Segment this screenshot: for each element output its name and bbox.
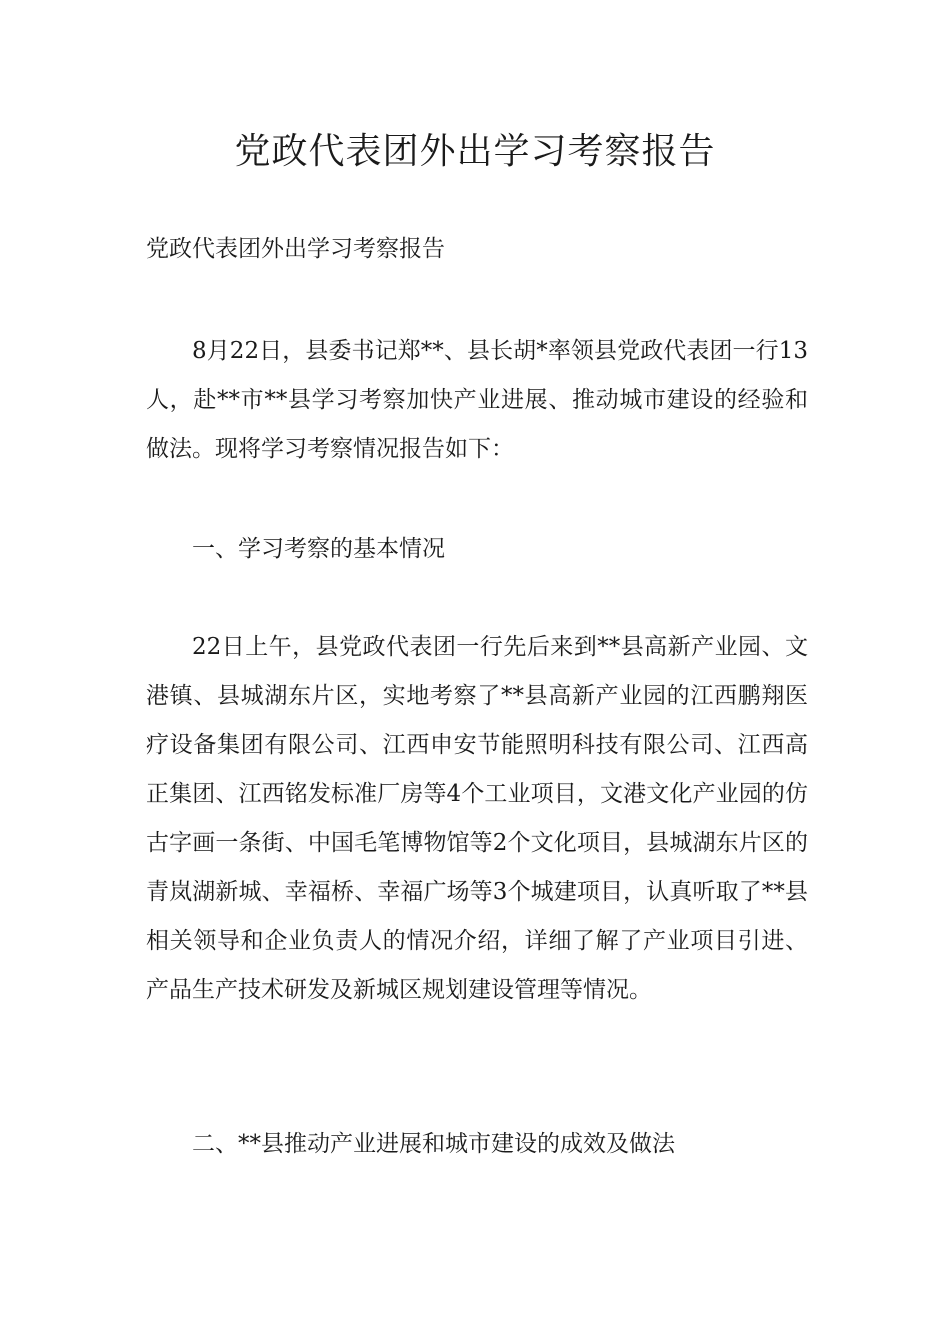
document-subtitle: 党政代表团外出学习考察报告 bbox=[146, 236, 445, 262]
paragraph-basic-situation: 22日上午，县党政代表团一行先后来到**县高新产业园、文港镇、县城湖东片区，实地考察了**县高新产业园的江西鹏翔医疗设备集团有限公司、江西申安节能照明科技有限公司、江西高正集团、江西铭发标准厂房等4个工业项目，文港文化产业园的仿古字画一条街、中国毛笔博物馆等2个文化项目，县城湖东片区的青岚湖新城、幸福桥、幸福广场等3个城建项目，认真听取了**县相关领导和企业负责人的情况介绍，详细了解了产业项目引进、产品生产技术研发及新城区规划建设管理等情况。 bbox=[146, 634, 808, 1003]
section-heading-1: 一、学习考察的基本情况 bbox=[192, 536, 445, 562]
section-heading-2: 二、**县推动产业进展和城市建设的成效及做法 bbox=[192, 1131, 675, 1157]
document-title: 党政代表团外出学习考察报告 bbox=[234, 131, 716, 172]
paragraph-intro: 8月22日，县委书记郑**、县长胡*率领县党政代表团一行13人，赴**市**县学习考察加快产业进展、推动城市建设的经验和做法。现将学习考察情况报告如下： bbox=[146, 338, 808, 462]
